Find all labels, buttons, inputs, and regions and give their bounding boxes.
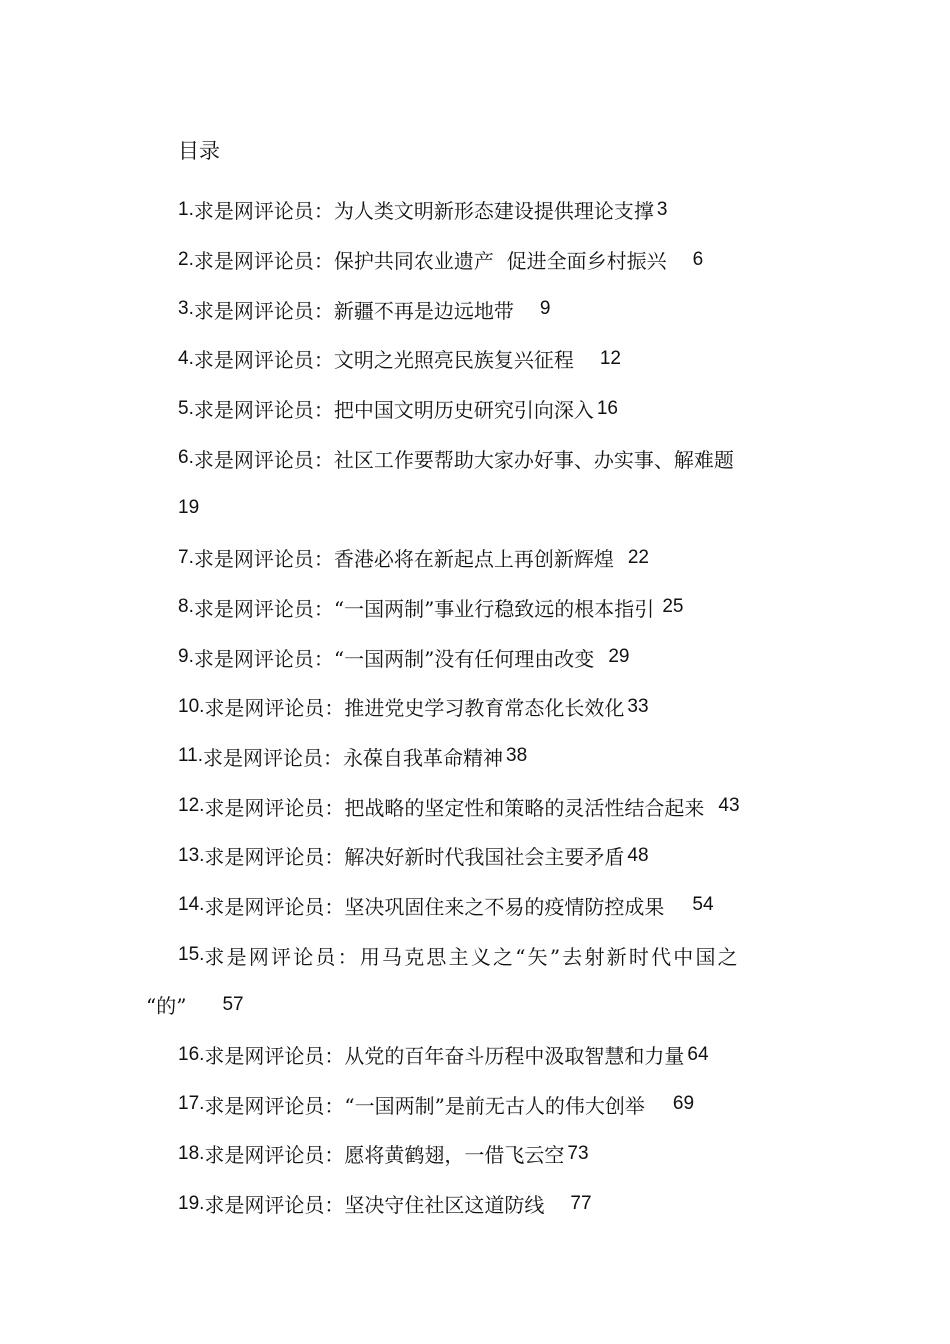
entry-title: 求是网评论员：解决好新时代我国社会主要矛盾 <box>204 845 625 870</box>
entry-page: 22 <box>627 546 649 568</box>
toc-entry[interactable] <box>146 1079 808 1129</box>
entry-title: 求是网评论员：愿将黄鹤翅，一借飞云空 <box>204 1143 565 1168</box>
entry-number: 6. <box>178 447 194 469</box>
entry-page: 9 <box>539 298 551 320</box>
toc-entry[interactable] <box>146 732 808 782</box>
entry-number: 9. <box>178 646 194 668</box>
entry-title: 求是网评论员：保护共同农业遗产 促进全面乡村振兴 <box>193 249 667 274</box>
toc-entry[interactable] <box>146 185 808 235</box>
toc-entry-continuation[interactable] <box>146 980 808 1030</box>
entry-title: 求是网评论员：坚决守住社区这道防线 <box>204 1193 545 1218</box>
entry-number: 19. <box>178 1192 205 1214</box>
entry-title: 求是网评论员：把战略的坚定性和策略的灵活性结合起来 <box>204 795 705 820</box>
entry-number: 11. <box>178 745 204 767</box>
entry-number: 12. <box>178 795 205 817</box>
entry-number: 8. <box>178 596 194 618</box>
entry-page: 3 <box>656 198 668 220</box>
entry-title: 求是网评论员：新疆不再是边远地带 <box>193 298 514 323</box>
entry-title: 求是网评论员：坚决巩固住来之不易的疫情防控成果 <box>204 894 665 919</box>
entry-number: 7. <box>178 546 194 568</box>
entry-title: 求是网评论员：永葆自我革命精神 <box>203 745 504 770</box>
toc-entry[interactable] <box>146 1030 808 1080</box>
entry-page: 48 <box>627 844 649 866</box>
entry-title: 求是网评论员：推进党史学习教育常态化长效化 <box>204 696 625 721</box>
toc-entry[interactable] <box>146 682 808 732</box>
entry-number: 13. <box>178 844 205 866</box>
toc-entry[interactable] <box>146 334 808 384</box>
entry-title: 求是网评论员：“一国两制”事业行稳致远的根本指引 <box>193 596 655 621</box>
toc-entry[interactable] <box>146 781 808 831</box>
toc-entry[interactable] <box>146 1179 808 1229</box>
entry-page: 16 <box>596 397 618 419</box>
entry-page: 77 <box>570 1192 592 1214</box>
entry-page: 73 <box>567 1142 589 1164</box>
entry-number: 2. <box>178 248 194 270</box>
entry-page: 33 <box>627 695 649 717</box>
entry-page: 25 <box>662 596 684 618</box>
entry-title: 求是网评论员：“一国两制”没有任何理由改变 <box>193 646 595 671</box>
toc-entry-continuation[interactable] <box>146 483 808 533</box>
toc-entry[interactable] <box>146 930 808 980</box>
entry-title: 求是网评论员：用马克思主义之“矢”去射新时代中国之 <box>204 944 740 969</box>
toc-entry[interactable] <box>146 1129 808 1179</box>
entry-number: 10. <box>178 695 205 717</box>
entry-title: 求是网评论员：把中国文明历史研究引向深入 <box>193 398 594 423</box>
toc-title: 目录 <box>178 139 220 163</box>
entry-page: 57 <box>222 993 244 1015</box>
entry-page: 54 <box>692 894 714 916</box>
entry-number: 4. <box>178 347 194 369</box>
toc-entry[interactable] <box>146 384 808 434</box>
entry-title-continuation: “的” <box>146 994 187 1019</box>
toc-entry[interactable] <box>146 433 808 483</box>
toc-entry[interactable] <box>146 583 808 633</box>
entry-title: 求是网评论员：社区工作要帮助大家办好事、办实事、解难题 <box>193 447 734 472</box>
entry-number: 1. <box>178 198 194 220</box>
entry-page: 43 <box>718 795 740 817</box>
toc-entry[interactable] <box>146 881 808 931</box>
entry-title: 求是网评论员：从党的百年奋斗历程中汲取智慧和力量 <box>204 1044 685 1069</box>
toc-entry[interactable] <box>146 831 808 881</box>
toc-entry[interactable] <box>146 284 808 334</box>
entry-page: 29 <box>608 646 630 668</box>
entry-page: 12 <box>599 347 621 369</box>
entry-number: 18. <box>178 1142 205 1164</box>
toc-list <box>146 185 808 1228</box>
entry-number: 17. <box>178 1093 205 1115</box>
entry-title: 求是网评论员：“一国两制”是前无古人的伟大创举 <box>204 1093 645 1118</box>
toc-entry[interactable] <box>146 533 808 583</box>
entry-page: 19 <box>178 496 200 518</box>
entry-page: 69 <box>672 1093 695 1115</box>
entry-title: 求是网评论员：文明之光照亮民族复兴征程 <box>193 348 574 373</box>
entry-page: 38 <box>506 745 528 767</box>
entry-number: 16. <box>178 1043 205 1065</box>
entry-number: 5. <box>178 397 194 419</box>
entry-number: 15. <box>178 944 205 966</box>
toc-entry[interactable] <box>146 235 808 285</box>
entry-title: 求是网评论员：为人类文明新形态建设提供理论支撑 <box>193 199 654 224</box>
toc-entry[interactable] <box>146 632 808 682</box>
entry-page: 64 <box>687 1043 709 1065</box>
entry-number: 3. <box>178 298 194 320</box>
entry-page: 6 <box>692 248 704 270</box>
entry-title: 求是网评论员：香港必将在新起点上再创新辉煌 <box>193 547 614 572</box>
entry-number: 14. <box>178 894 205 916</box>
